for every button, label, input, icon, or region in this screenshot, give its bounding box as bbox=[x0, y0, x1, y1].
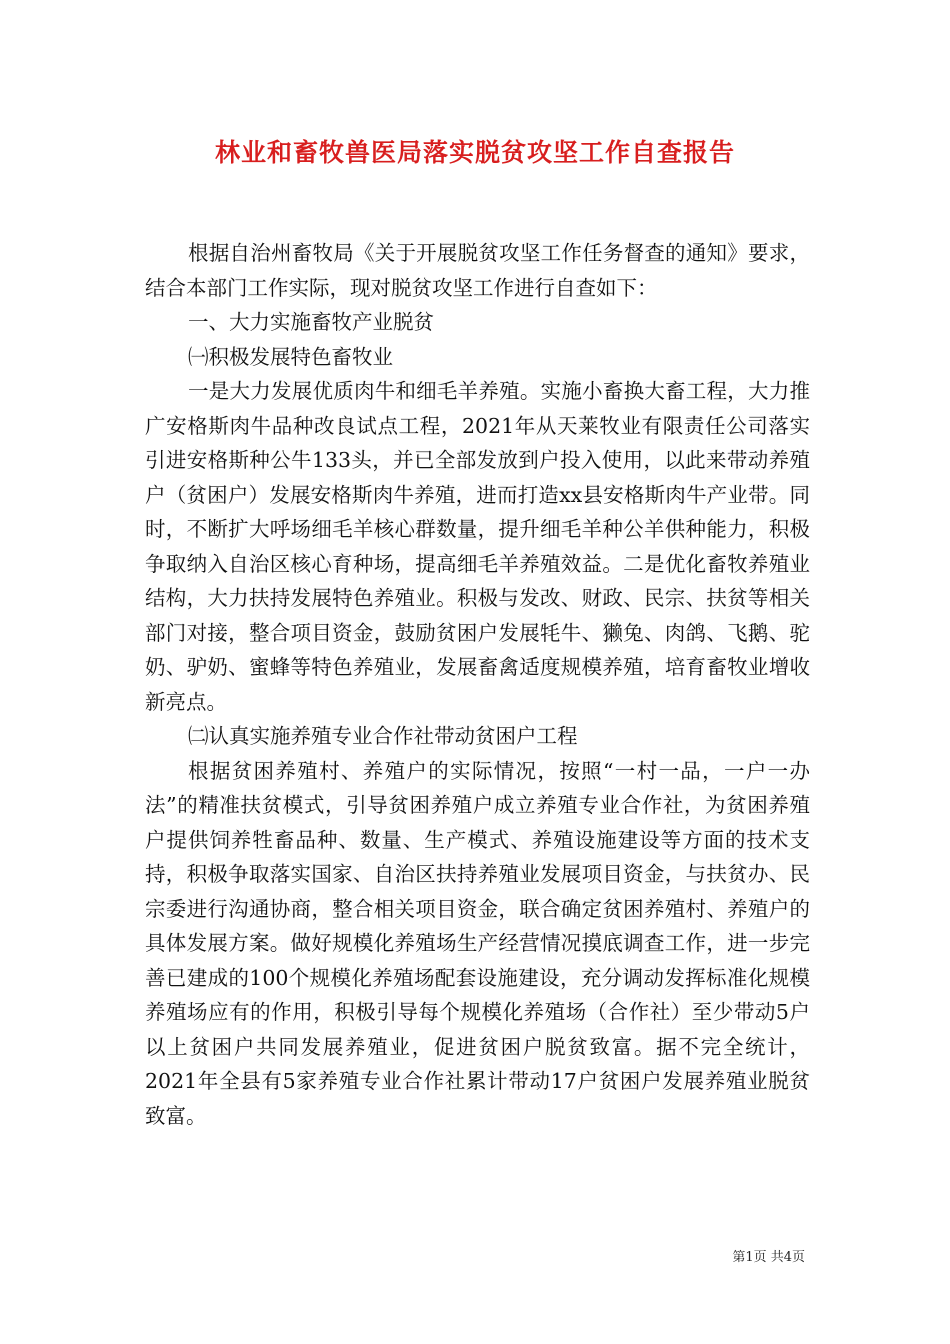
subsection-heading-1: ㈠积极发展特色畜牧业 bbox=[188, 344, 394, 369]
document-body bbox=[145, 236, 810, 1133]
body-paragraph-1: 一是大力发展优质肉牛和细毛羊养殖。实施小畜换大畜工程，大力推广安格斯肉牛品种改良试点工程，2021年从天莱牧业有限责任公司落实引进安格斯种公牛133头，并已全部发放到户投入使用，以此来带动养殖户（贫困户）发展安格斯肉牛养殖，进而打造xx县安格斯肉牛产业带。同时，不断扩大呼场细毛羊核心群数量，提升细毛羊种公羊供种能力，积极争取纳入自治区核心育种场，提高细毛羊养殖效益。二是优化畜牧养殖业结构，大力扶持发展特色养殖业。积极与发改、财政、民宗、扶贫等相关部门对接，整合项目资金，鼓励贫困户发展牦牛、獭兔、肉鸽、飞鹅、驼奶、驴奶、蜜蜂等特色养殖业，发展畜禽适度规模养殖，培育畜牧业增收新亮点。 bbox=[145, 379, 810, 714]
subsection-heading-2: ㈡认真实施养殖专业合作社带动贫困户工程 bbox=[188, 724, 578, 748]
document-title: 林业和畜牧兽医局落实脱贫攻坚工作自查报告 bbox=[214, 138, 735, 167]
body-paragraph-2: 根据贫困养殖村、养殖户的实际情况，按照“一村一品，一户一办法”的精准扶贫模式，引导贫困养殖户成立养殖专业合作社，为贫困养殖户提供饲养牲畜品种、数量、生产模式、养殖设施建设等方面的技术支持，积极争取落实国家、自治区扶持养殖业发展项目资金，与扶贫办、民宗委进行沟通协商，整合相关项目资金，联合确定贫困养殖村、养殖户的具体发展方案。做好规模化养殖场生产经营情况摸底调查工作，进一步完善已建成的100个规模化养殖场配套设施建设，充分调动发挥标准化规模养殖场应有的作用，积极引导每个规模化养殖场（合作社）至少带动5户以上贫困户共同发展养殖业，促进贫困户脱贫致富。据不完全统计，2021年全县有5家养殖专业合作社累计带动17户贫困户发展养殖业脱贫致富。 bbox=[145, 758, 810, 1128]
intro-paragraph: 根据自治州畜牧局《关于开展脱贫攻坚工作任务督查的通知》要求，结合本部门工作实际，现对脱贫攻坚工作进行自查如下： bbox=[145, 241, 810, 300]
page-number-footer: 第1页 共4页 bbox=[732, 1250, 805, 1265]
section-heading-1: 一、大力实施畜牧产业脱贫 bbox=[188, 310, 435, 334]
